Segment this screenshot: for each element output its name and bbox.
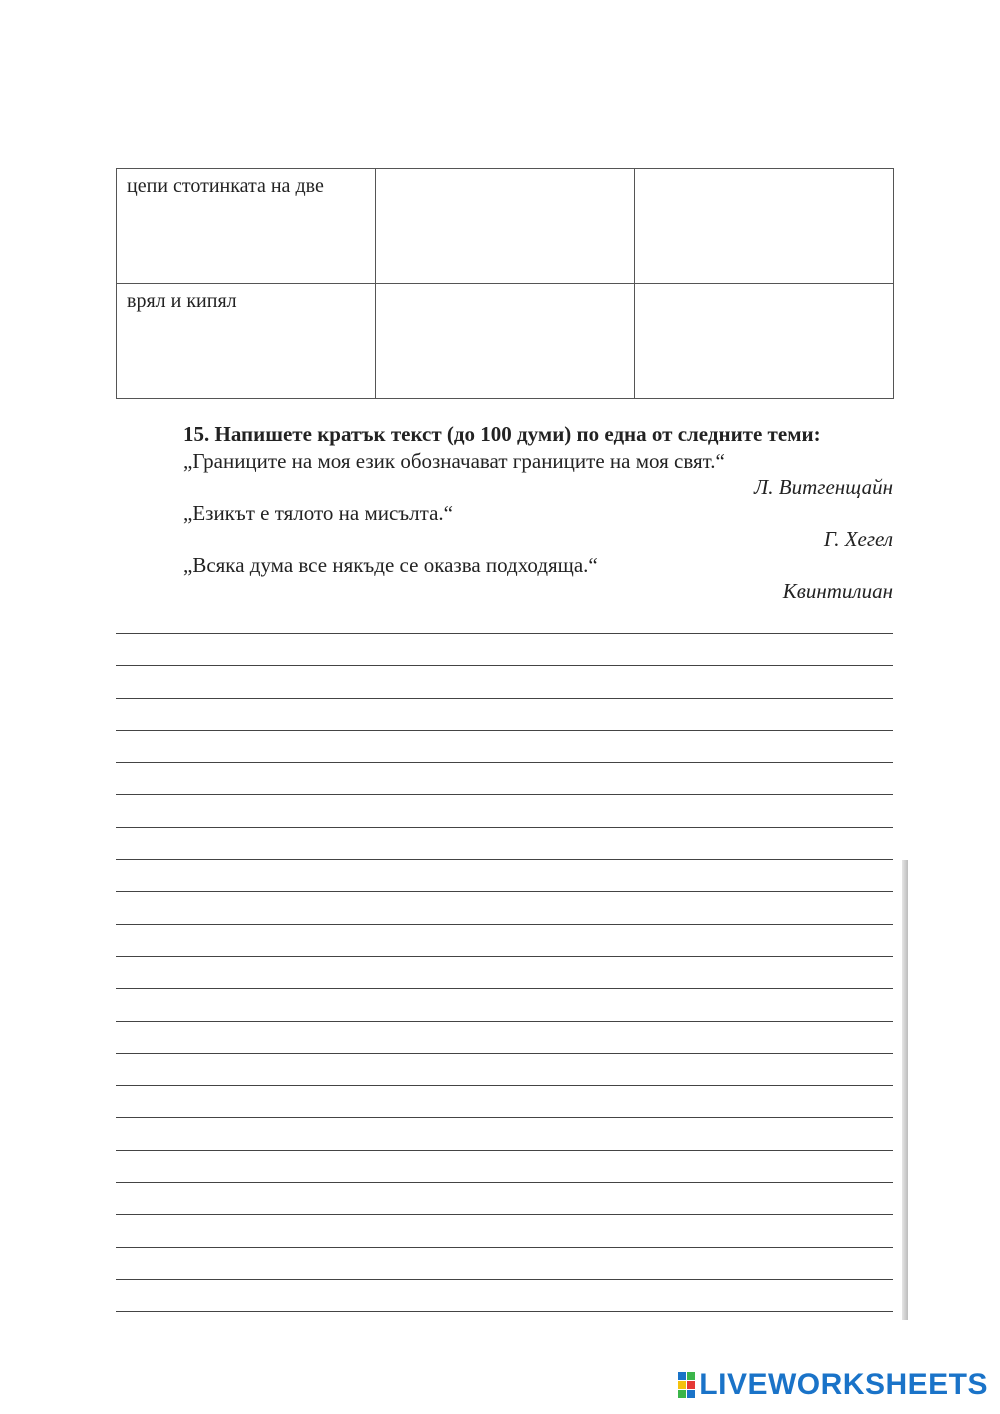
quote-author: Квинтилиан (782, 579, 893, 603)
writing-line[interactable] (116, 1311, 893, 1343)
logo-square (678, 1381, 686, 1389)
writing-line[interactable] (116, 1085, 893, 1117)
quote-text: „Всяка дума все някъде се оказва подходяща.“ (183, 553, 598, 577)
quote-text: „Границите на моя език обозначават границите на моя свят.“ (183, 449, 725, 473)
quote-author: Л. Витгенщайн (754, 475, 893, 499)
table-cell-phrase: врял и кипял (117, 284, 376, 399)
writing-line[interactable] (116, 1247, 893, 1279)
page-edge-shadow (902, 860, 908, 1320)
answer-cell[interactable] (635, 284, 894, 399)
liveworksheets-logo-icon (678, 1372, 695, 1398)
answer-cell[interactable] (635, 169, 894, 284)
idioms-table (116, 168, 894, 399)
writing-line[interactable] (116, 665, 893, 697)
brand-name: LIVEWORKSHEETS (699, 1368, 988, 1401)
writing-line[interactable] (116, 1214, 893, 1246)
answer-cell[interactable] (376, 169, 635, 284)
writing-line[interactable] (116, 924, 893, 956)
writing-line[interactable] (116, 730, 893, 762)
writing-line[interactable] (116, 956, 893, 988)
writing-line[interactable] (116, 1053, 893, 1085)
table-row (117, 169, 894, 284)
task-title: 15. Напишете кратък текст (до 100 думи) по една от следните теми: (183, 422, 821, 446)
quote-text: „Езикът е тялото на мисълта.“ (183, 501, 453, 525)
table-cell-phrase: цепи стотинката на две (117, 169, 376, 284)
writing-line[interactable] (116, 988, 893, 1020)
writing-line[interactable] (116, 633, 893, 665)
logo-square (687, 1381, 695, 1389)
writing-line[interactable] (116, 1182, 893, 1214)
writing-line[interactable] (116, 891, 893, 923)
logo-square (687, 1372, 695, 1380)
writing-line[interactable] (116, 1021, 893, 1053)
writing-area[interactable] (116, 633, 893, 1344)
brand-logo[interactable] (678, 1368, 988, 1402)
writing-line[interactable] (116, 698, 893, 730)
writing-line[interactable] (116, 827, 893, 859)
logo-square (678, 1390, 686, 1398)
writing-line[interactable] (116, 1117, 893, 1149)
answer-cell[interactable] (376, 284, 635, 399)
writing-line[interactable] (116, 794, 893, 826)
writing-line[interactable] (116, 762, 893, 794)
writing-line[interactable] (116, 1150, 893, 1182)
quote-author: Г. Хегел (823, 527, 893, 551)
writing-line[interactable] (116, 859, 893, 891)
logo-square (678, 1372, 686, 1380)
writing-line[interactable] (116, 1279, 893, 1311)
logo-square (687, 1390, 695, 1398)
table-row (117, 284, 894, 399)
task-15 (183, 420, 893, 604)
